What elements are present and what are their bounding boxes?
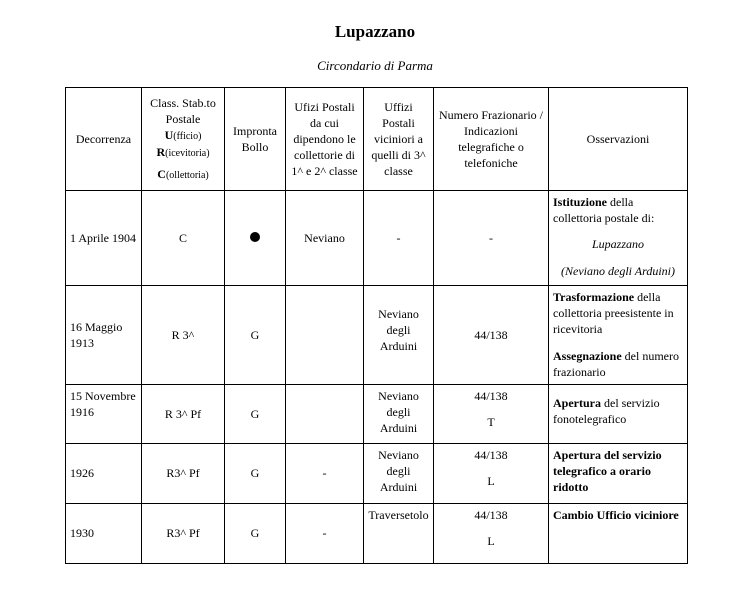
cell-impronta: G	[225, 444, 286, 504]
cell-numero: 44/138	[434, 286, 549, 385]
obs-bold-2: Assegnazione	[553, 348, 622, 363]
bollo-dot-icon	[250, 232, 260, 242]
numero-line2: L	[487, 534, 495, 549]
post-office-table	[65, 87, 688, 564]
numero-line2: L	[487, 474, 495, 489]
cell-uffizi: -	[364, 191, 434, 286]
cell-ufizi: -	[286, 504, 364, 564]
cell-classe: R 3^ Pf	[142, 385, 225, 444]
cell-ufizi	[286, 385, 364, 444]
page-title: Lupazzano	[334, 22, 416, 41]
cell-decorrenza: 1926	[66, 444, 142, 504]
header-classe-c-rest: (ollettoria)	[165, 170, 209, 182]
header-classe-u-rest: (fficio)	[173, 131, 202, 143]
header-uffizi: Uffizi Postali viciniori a quelli di 3^ classe	[364, 88, 434, 191]
numero-line1: 44/138	[474, 508, 508, 522]
cell-uffizi: Traversetolo	[364, 504, 434, 564]
cell-classe: C	[142, 191, 225, 286]
cell-impronta: G	[225, 504, 286, 564]
header-classe-r-rest: (icevitoria)	[165, 147, 210, 159]
obs-bold: Istituzione	[553, 195, 607, 209]
header-classe-r-letter: R	[156, 144, 166, 159]
cell-classe: R3^ Pf	[142, 444, 225, 504]
cell-numero: -	[434, 191, 549, 286]
cell-ufizi: -	[286, 444, 364, 504]
header-osservazioni: Osservazioni	[549, 88, 688, 191]
obs-bold: Trasformazione	[553, 290, 635, 304]
cell-impronta: G	[225, 385, 286, 444]
obs-bold: Apertura	[553, 396, 601, 410]
obs-text: della collettoria postale di:	[553, 195, 655, 226]
cell-numero	[434, 444, 549, 504]
header-classe-line2: Postale	[165, 112, 201, 127]
obs-bold: Apertura del servizio telegrafico a orario ridotto	[553, 448, 662, 495]
header-classe-c-letter: C	[157, 167, 166, 182]
cell-impronta: G	[225, 286, 286, 385]
cell-numero	[434, 385, 549, 444]
cell-osservazioni	[549, 286, 688, 385]
cell-ufizi	[286, 286, 364, 385]
obs-text: della collettoria preesistente in ricevitoria	[553, 290, 674, 337]
table-row	[66, 385, 688, 444]
header-classe-line1: Class. Stab.to	[150, 96, 216, 111]
table-row	[66, 444, 688, 504]
page-subtitle: Circondario di Parma	[317, 58, 433, 73]
cell-uffizi: Neviano degli Arduini	[364, 444, 434, 504]
obs-bold: Cambio Ufficio viciniore	[553, 508, 679, 522]
cell-uffizi: Neviano degli Arduini	[364, 286, 434, 385]
table-row	[66, 191, 688, 286]
cell-osservazioni	[549, 385, 688, 444]
cell-decorrenza: 15 Novembre 1916	[66, 385, 142, 444]
cell-decorrenza: 1930	[66, 504, 142, 564]
table-header-row	[66, 88, 688, 191]
cell-osservazioni	[549, 191, 688, 286]
header-ufizi: Ufizi Postali da cui dipendono le collettorie di 1^ e 2^ classe	[286, 88, 364, 191]
header-impronta: Impronta Bollo	[225, 88, 286, 191]
cell-impronta	[225, 191, 286, 286]
cell-decorrenza: 16 Maggio 1913	[66, 286, 142, 385]
header-classe-r	[146, 144, 220, 161]
obs-text: del servizio fonotelegrafico	[553, 396, 660, 427]
header-classe-c	[146, 166, 220, 183]
numero-line2: T	[487, 415, 495, 430]
cell-classe: R3^ Pf	[142, 504, 225, 564]
obs-italic-1: Lupazzano	[591, 237, 644, 252]
table-row	[66, 286, 688, 385]
obs-italic-2: (Neviano degli Arduini)	[561, 263, 675, 278]
numero-line1: 44/138	[474, 448, 508, 462]
cell-uffizi: Neviano degli Arduini	[364, 385, 434, 444]
cell-numero	[434, 504, 549, 564]
header-decorrenza: Decorrenza	[66, 88, 142, 191]
obs-text-2: del numero frazionario	[553, 348, 679, 379]
cell-classe: R 3^	[142, 286, 225, 385]
cell-osservazioni	[549, 504, 688, 564]
cell-ufizi: Neviano	[286, 191, 364, 286]
cell-decorrenza: 1 Aprile 1904	[66, 191, 142, 286]
header-numero: Numero Frazionario / Indicazioni telegrafiche o telefoniche	[434, 88, 549, 191]
header-classe-u-letter: U	[164, 128, 174, 143]
cell-osservazioni	[549, 444, 688, 504]
header-classe-u	[146, 127, 220, 144]
numero-line1: 44/138	[474, 389, 508, 403]
table-row	[66, 504, 688, 564]
header-classe	[142, 88, 225, 191]
